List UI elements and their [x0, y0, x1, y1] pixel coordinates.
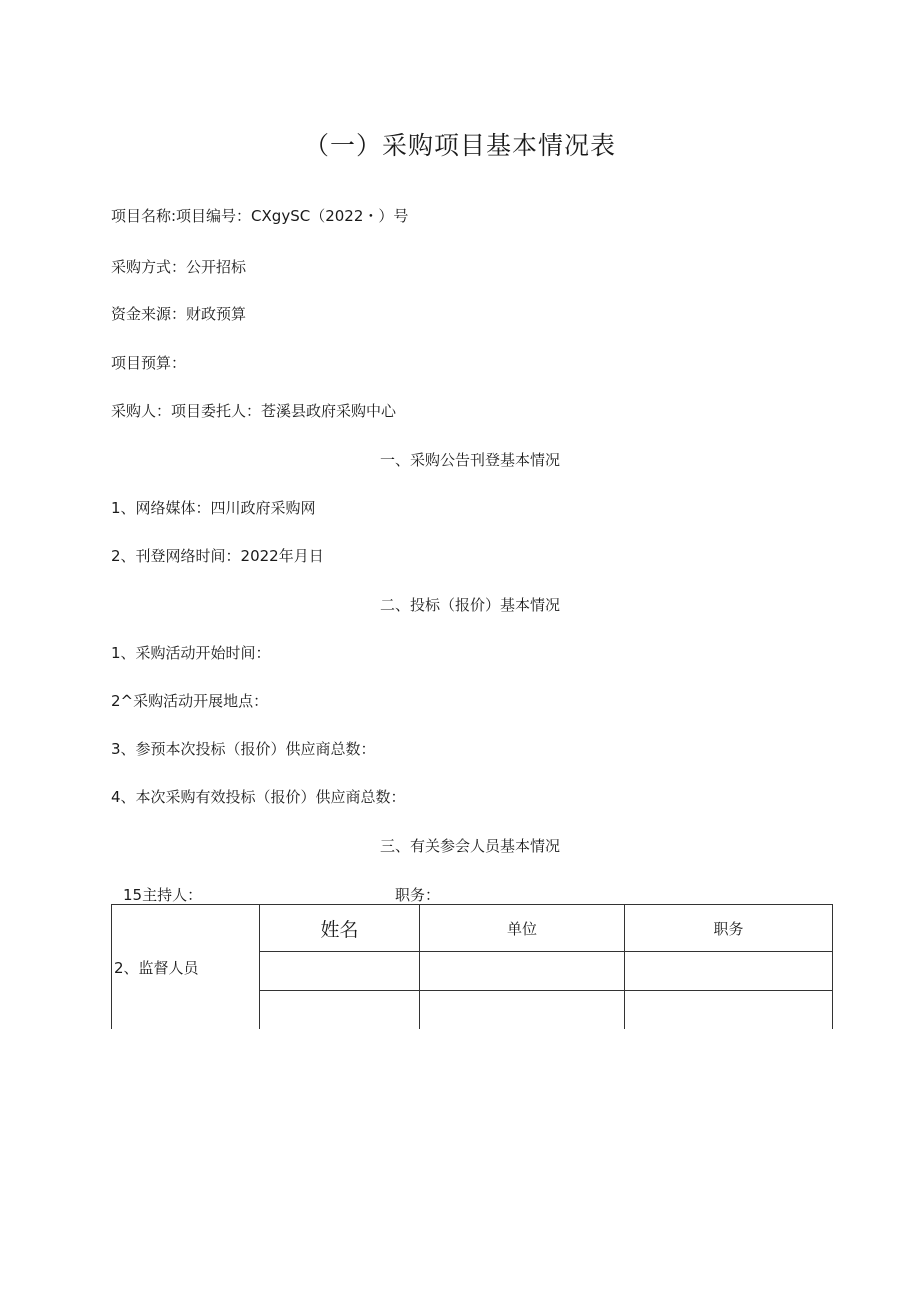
- table-cell: [420, 952, 625, 991]
- table-cell: [260, 952, 420, 991]
- section1-item: 1、网络媒体：四川政府采购网: [111, 499, 316, 517]
- table-cell: [625, 991, 833, 1030]
- section2-item: 1、采购活动开始时间：: [111, 644, 271, 662]
- section2-heading: 二、投标（报价）基本情况: [379, 596, 560, 614]
- page-title: （一）采购项目基本情况表: [303, 131, 616, 160]
- fund-source-field: 资金来源：财政预算: [111, 305, 247, 323]
- table-cell: [625, 952, 833, 991]
- procurement-method-field: 采购方式：公开招标: [111, 258, 247, 276]
- table-cell: [260, 991, 420, 1030]
- supervisor-table: [111, 904, 833, 1029]
- purchaser-field: 采购人：项目委托人：苍溪县政府采购中心: [111, 402, 397, 420]
- table-row: [112, 905, 833, 952]
- section1-item: 2、刊登网络时间：2022年月日: [111, 547, 324, 565]
- host-label: 15主持人：: [123, 886, 203, 904]
- header-name: 姓名: [260, 905, 420, 952]
- section2-item: 2^采购活动开展地点：: [111, 692, 269, 710]
- project-name-number-field: 项目名称:项目编号：CXgySC（2022・）号: [111, 207, 409, 225]
- supervisor-label: 2、监督人员: [112, 905, 260, 1030]
- section1-heading: 一、采购公告刊登基本情况: [379, 451, 560, 469]
- section3-heading: 三、有关参会人员基本情况: [379, 837, 560, 855]
- header-unit: 单位: [420, 905, 625, 952]
- section2-item: 3、参预本次投标（报价）供应商总数：: [111, 740, 376, 758]
- host-duty-label: 职务：: [395, 886, 441, 904]
- project-budget-field: 项目预算：: [111, 354, 187, 372]
- header-duty: 职务: [625, 905, 833, 952]
- table-cell: [420, 991, 625, 1030]
- section2-item: 4、本次采购有效投标（报价）供应商总数：: [111, 788, 406, 806]
